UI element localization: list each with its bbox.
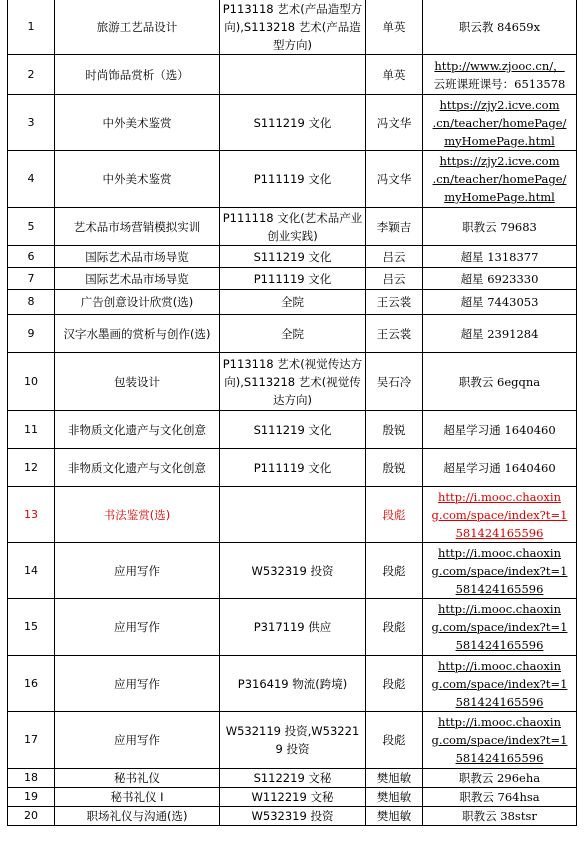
platform-link[interactable]: g.com/space/index?t=1 bbox=[431, 733, 568, 747]
platform-cell bbox=[423, 712, 577, 769]
platform-link[interactable]: .cn/teacher/homePage/ bbox=[432, 172, 567, 186]
course-name: 旅游工艺品设计 bbox=[54, 0, 219, 55]
platform-cell bbox=[423, 656, 577, 712]
platform-link[interactable]: 581424165596 bbox=[455, 525, 544, 540]
platform-cell bbox=[423, 208, 577, 246]
teacher-name: 冯文华 bbox=[365, 95, 422, 151]
course-name: 书法鉴赏(选) bbox=[54, 487, 219, 543]
class-name: W112219 文秘 bbox=[220, 788, 366, 807]
class-name: P111119 文化 bbox=[220, 151, 366, 208]
platform-cell bbox=[423, 807, 577, 826]
class-name: W532319 投资 bbox=[220, 807, 366, 826]
table-row bbox=[8, 769, 577, 788]
table-row bbox=[8, 353, 577, 411]
platform-text: 职教云 6egqna bbox=[458, 374, 541, 389]
course-name: 应用写作 bbox=[54, 656, 219, 712]
platform-link[interactable]: https://zjy2.icve.com bbox=[439, 154, 560, 168]
course-name: 应用写作 bbox=[54, 712, 219, 769]
table-row bbox=[8, 0, 577, 55]
platform-link[interactable]: myHomePage.html bbox=[444, 190, 555, 204]
platform-cell bbox=[423, 788, 577, 807]
class-name: P317119 供应 bbox=[220, 599, 366, 656]
teacher-name: 樊旭敏 bbox=[365, 807, 422, 826]
teacher-name: 樊旭敏 bbox=[365, 769, 422, 788]
row-number: 11 bbox=[8, 411, 55, 449]
class-name: P113118 艺术(产品造型方向),S113218 艺术(产品造型方向) bbox=[220, 0, 366, 55]
platform-link[interactable]: 581424165596 bbox=[455, 694, 544, 709]
platform-link[interactable]: https://zjy2.icve.com bbox=[439, 97, 560, 112]
platform-cell bbox=[423, 290, 577, 315]
platform-text: 职云教 84659x bbox=[458, 20, 541, 34]
row-number: 18 bbox=[8, 769, 55, 788]
platform-cell bbox=[423, 95, 577, 151]
platform-text: 超星 2391284 bbox=[460, 326, 539, 341]
class-name: P111119 文化 bbox=[220, 449, 366, 487]
teacher-name: 吴石冷 bbox=[365, 353, 422, 411]
row-number: 5 bbox=[8, 208, 55, 246]
platform-cell bbox=[423, 55, 577, 95]
table-row bbox=[8, 543, 577, 599]
platform-link[interactable]: g.com/space/index?t=1 bbox=[431, 676, 568, 691]
course-name: 国际艺术品市场导览 bbox=[54, 268, 219, 290]
table-row bbox=[8, 208, 577, 246]
row-number: 16 bbox=[8, 656, 55, 712]
platform-link[interactable]: g.com/space/index?t=1 bbox=[431, 507, 568, 522]
course-table bbox=[7, 0, 577, 826]
class-name: S111219 文化 bbox=[220, 246, 366, 268]
teacher-name: 单英 bbox=[365, 55, 422, 95]
platform-link[interactable]: .cn/teacher/homePage/ bbox=[432, 115, 567, 130]
course-name: 包装设计 bbox=[54, 353, 219, 411]
row-number: 14 bbox=[8, 543, 55, 599]
row-number: 12 bbox=[8, 449, 55, 487]
platform-link[interactable]: 581424165596 bbox=[455, 581, 544, 596]
course-name: 时尚饰品赏析（选） bbox=[54, 55, 219, 95]
class-name: 全院 bbox=[220, 315, 366, 353]
platform-text: 超星 7443053 bbox=[460, 295, 539, 309]
teacher-name: 冯文华 bbox=[365, 151, 422, 208]
row-number: 8 bbox=[8, 290, 55, 315]
course-name: 汉字水墨画的赏析与创作(选) bbox=[54, 315, 219, 353]
teacher-name: 吕云 bbox=[365, 268, 422, 290]
class-name: P111118 文化(艺术品产业创业实践) bbox=[220, 208, 366, 246]
teacher-name: 段彪 bbox=[365, 599, 422, 656]
teacher-name: 樊旭敏 bbox=[365, 788, 422, 807]
platform-cell bbox=[423, 246, 577, 268]
row-number: 4 bbox=[8, 151, 55, 208]
table-row bbox=[8, 95, 577, 151]
row-number: 2 bbox=[8, 55, 55, 95]
row-number: 15 bbox=[8, 599, 55, 656]
row-number: 17 bbox=[8, 712, 55, 769]
class-name: P316419 物流(跨境) bbox=[220, 656, 366, 712]
row-number: 1 bbox=[8, 0, 55, 55]
platform-link[interactable]: myHomePage.html bbox=[444, 133, 555, 148]
class-name: 全院 bbox=[220, 290, 366, 315]
table-row bbox=[8, 55, 577, 95]
platform-link[interactable]: 581424165596 bbox=[455, 751, 544, 765]
platform-text: 职教云 79683 bbox=[462, 219, 537, 234]
platform-text: 职教云 38stsr bbox=[462, 809, 537, 823]
table-row bbox=[8, 246, 577, 268]
row-number: 3 bbox=[8, 95, 55, 151]
course-name: 应用写作 bbox=[54, 543, 219, 599]
course-name: 广告创意设计欣赏(选) bbox=[54, 290, 219, 315]
platform-cell bbox=[423, 0, 577, 55]
class-name: S111219 文化 bbox=[220, 95, 366, 151]
platform-link[interactable]: http://i.mooc.chaoxin bbox=[437, 602, 561, 616]
platform-text: 超星学习通 1640460 bbox=[443, 422, 556, 437]
row-number: 9 bbox=[8, 315, 55, 353]
teacher-name: 殷锐 bbox=[365, 411, 422, 449]
platform-text: 超星 6923330 bbox=[460, 271, 539, 286]
platform-link[interactable]: g.com/space/index?t=1 bbox=[431, 563, 568, 578]
platform-cell bbox=[423, 315, 577, 353]
class-name: S112219 文秘 bbox=[220, 769, 366, 788]
platform-link[interactable]: 581424165596 bbox=[455, 638, 544, 652]
course-table-body bbox=[8, 0, 577, 826]
course-name: 秘书礼仪 bbox=[54, 769, 219, 788]
table-row bbox=[8, 487, 577, 543]
table-row bbox=[8, 268, 577, 290]
course-name: 应用写作 bbox=[54, 599, 219, 656]
row-number: 20 bbox=[8, 807, 55, 826]
class-name bbox=[220, 487, 366, 543]
course-name: 非物质文化遗产与文化创意 bbox=[54, 449, 219, 487]
platform-cell bbox=[423, 769, 577, 788]
platform-cell bbox=[423, 268, 577, 290]
row-number: 13 bbox=[8, 487, 55, 543]
platform-text: 超星学习通 1640460 bbox=[443, 460, 556, 475]
table-row bbox=[8, 290, 577, 315]
course-name: 艺术品市场营销模拟实训 bbox=[54, 208, 219, 246]
platform-cell bbox=[423, 543, 577, 599]
table-row bbox=[8, 151, 577, 208]
teacher-name: 段彪 bbox=[365, 656, 422, 712]
teacher-name: 王云裳 bbox=[365, 290, 422, 315]
course-name: 非物质文化遗产与文化创意 bbox=[54, 411, 219, 449]
course-name: 国际艺术品市场导览 bbox=[54, 246, 219, 268]
platform-text: 超星 1318377 bbox=[460, 249, 539, 264]
class-name bbox=[220, 55, 366, 95]
row-number: 7 bbox=[8, 268, 55, 290]
platform-link[interactable]: http://i.mooc.chaoxin bbox=[437, 489, 561, 504]
class-name: W532119 投资,W532219 投资 bbox=[220, 712, 366, 769]
teacher-name: 单英 bbox=[365, 0, 422, 55]
teacher-name: 段彪 bbox=[365, 487, 422, 543]
table-row bbox=[8, 449, 577, 487]
table-row bbox=[8, 599, 577, 656]
teacher-name: 吕云 bbox=[365, 246, 422, 268]
course-name: 中外美术鉴赏 bbox=[54, 95, 219, 151]
platform-cell bbox=[423, 411, 577, 449]
platform-link[interactable]: g.com/space/index?t=1 bbox=[431, 620, 568, 634]
teacher-name: 李颖吉 bbox=[365, 208, 422, 246]
table-row bbox=[8, 315, 577, 353]
course-name: 秘书礼仪 I bbox=[54, 788, 219, 807]
platform-cell bbox=[423, 449, 577, 487]
platform-cell bbox=[423, 599, 577, 656]
course-name: 职场礼仪与沟通(选) bbox=[54, 807, 219, 826]
platform-cell bbox=[423, 353, 577, 411]
table-row bbox=[8, 807, 577, 826]
platform-link[interactable]: http://www.zjooc.cn/， bbox=[434, 58, 565, 73]
platform-link[interactable]: http://i.mooc.chaoxin bbox=[437, 545, 561, 560]
class-name: P111119 文化 bbox=[220, 268, 366, 290]
teacher-name: 王云裳 bbox=[365, 315, 422, 353]
row-number: 10 bbox=[8, 353, 55, 411]
platform-link[interactable]: http://i.mooc.chaoxin bbox=[437, 715, 561, 729]
platform-text: 云班课班课号：6513578 bbox=[433, 76, 566, 91]
table-row bbox=[8, 788, 577, 807]
class-name: W532319 投资 bbox=[220, 543, 366, 599]
class-name: S111219 文化 bbox=[220, 411, 366, 449]
teacher-name: 殷锐 bbox=[365, 449, 422, 487]
platform-cell bbox=[423, 151, 577, 208]
row-number: 6 bbox=[8, 246, 55, 268]
platform-link[interactable]: http://i.mooc.chaoxin bbox=[437, 658, 561, 673]
platform-text: 职教云 296eha bbox=[458, 771, 541, 785]
table-row bbox=[8, 411, 577, 449]
class-name: P113118 艺术(视觉传达方向),S113218 艺术(视觉传达方向) bbox=[220, 353, 366, 411]
table-row bbox=[8, 656, 577, 712]
platform-text: 职教云 764hsa bbox=[459, 790, 540, 804]
teacher-name: 段彪 bbox=[365, 712, 422, 769]
course-name: 中外美术鉴赏 bbox=[54, 151, 219, 208]
row-number: 19 bbox=[8, 788, 55, 807]
table-row bbox=[8, 712, 577, 769]
teacher-name: 段彪 bbox=[365, 543, 422, 599]
platform-cell bbox=[423, 487, 577, 543]
